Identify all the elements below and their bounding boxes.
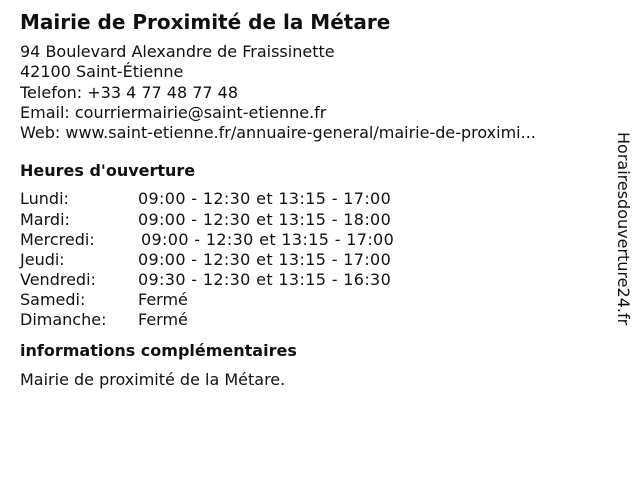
hours-row (20, 290, 610, 310)
place-card (20, 8, 610, 390)
hours-row (20, 189, 610, 209)
hours-table (20, 189, 610, 330)
day-hours: 09:00 - 12:30 et 13:15 - 17:00 (138, 249, 392, 269)
web-line[interactable]: Web: www.saint-etienne.fr/annuaire-general/mairie-de-proximi... (20, 123, 536, 143)
day-label: Mercredi: (20, 229, 95, 249)
day-label: Jeudi: (20, 249, 65, 269)
hours-row (20, 250, 610, 270)
city-address: 42100 Saint-Étienne (20, 62, 184, 82)
site-watermark (612, 132, 634, 372)
contact-block (20, 42, 610, 143)
day-hours: 09:00 - 12:30 et 13:15 - 18:00 (138, 209, 392, 229)
day-label: Samedi: (20, 289, 86, 309)
day-label: Dimanche: (20, 310, 107, 330)
phone-line[interactable]: Telefon: +33 4 77 48 77 48 (20, 82, 239, 102)
info-text: Mairie de proximité de la Métare. (20, 370, 286, 390)
hours-row (20, 210, 610, 230)
day-hours: Fermé (138, 310, 188, 330)
hours-row (20, 310, 610, 330)
day-hours: Fermé (138, 289, 188, 309)
email-line[interactable]: Email: courriermairie@saint-etienne.fr (20, 102, 327, 122)
day-hours: 09:30 - 12:30 et 13:15 - 16:30 (138, 269, 392, 289)
info-heading: informations complémentaires (20, 341, 297, 361)
day-label: Lundi: (20, 189, 69, 209)
street-address: 94 Boulevard Alexandre de Fraissinette (20, 42, 335, 61)
day-label: Vendredi: (20, 269, 96, 289)
day-label: Mardi: (20, 209, 70, 229)
hours-row (20, 230, 610, 250)
day-hours: 09:00 - 12:30 et 13:15 - 17:00 (141, 229, 395, 249)
watermark-text: Horairesdouverture24.fr (614, 132, 633, 326)
hours-heading: Heures d'ouverture (20, 161, 196, 181)
hours-row (20, 270, 610, 290)
day-hours: 09:00 - 12:30 et 13:15 - 17:00 (138, 189, 392, 209)
place-title: Mairie de Proximité de la Métare (20, 10, 391, 34)
